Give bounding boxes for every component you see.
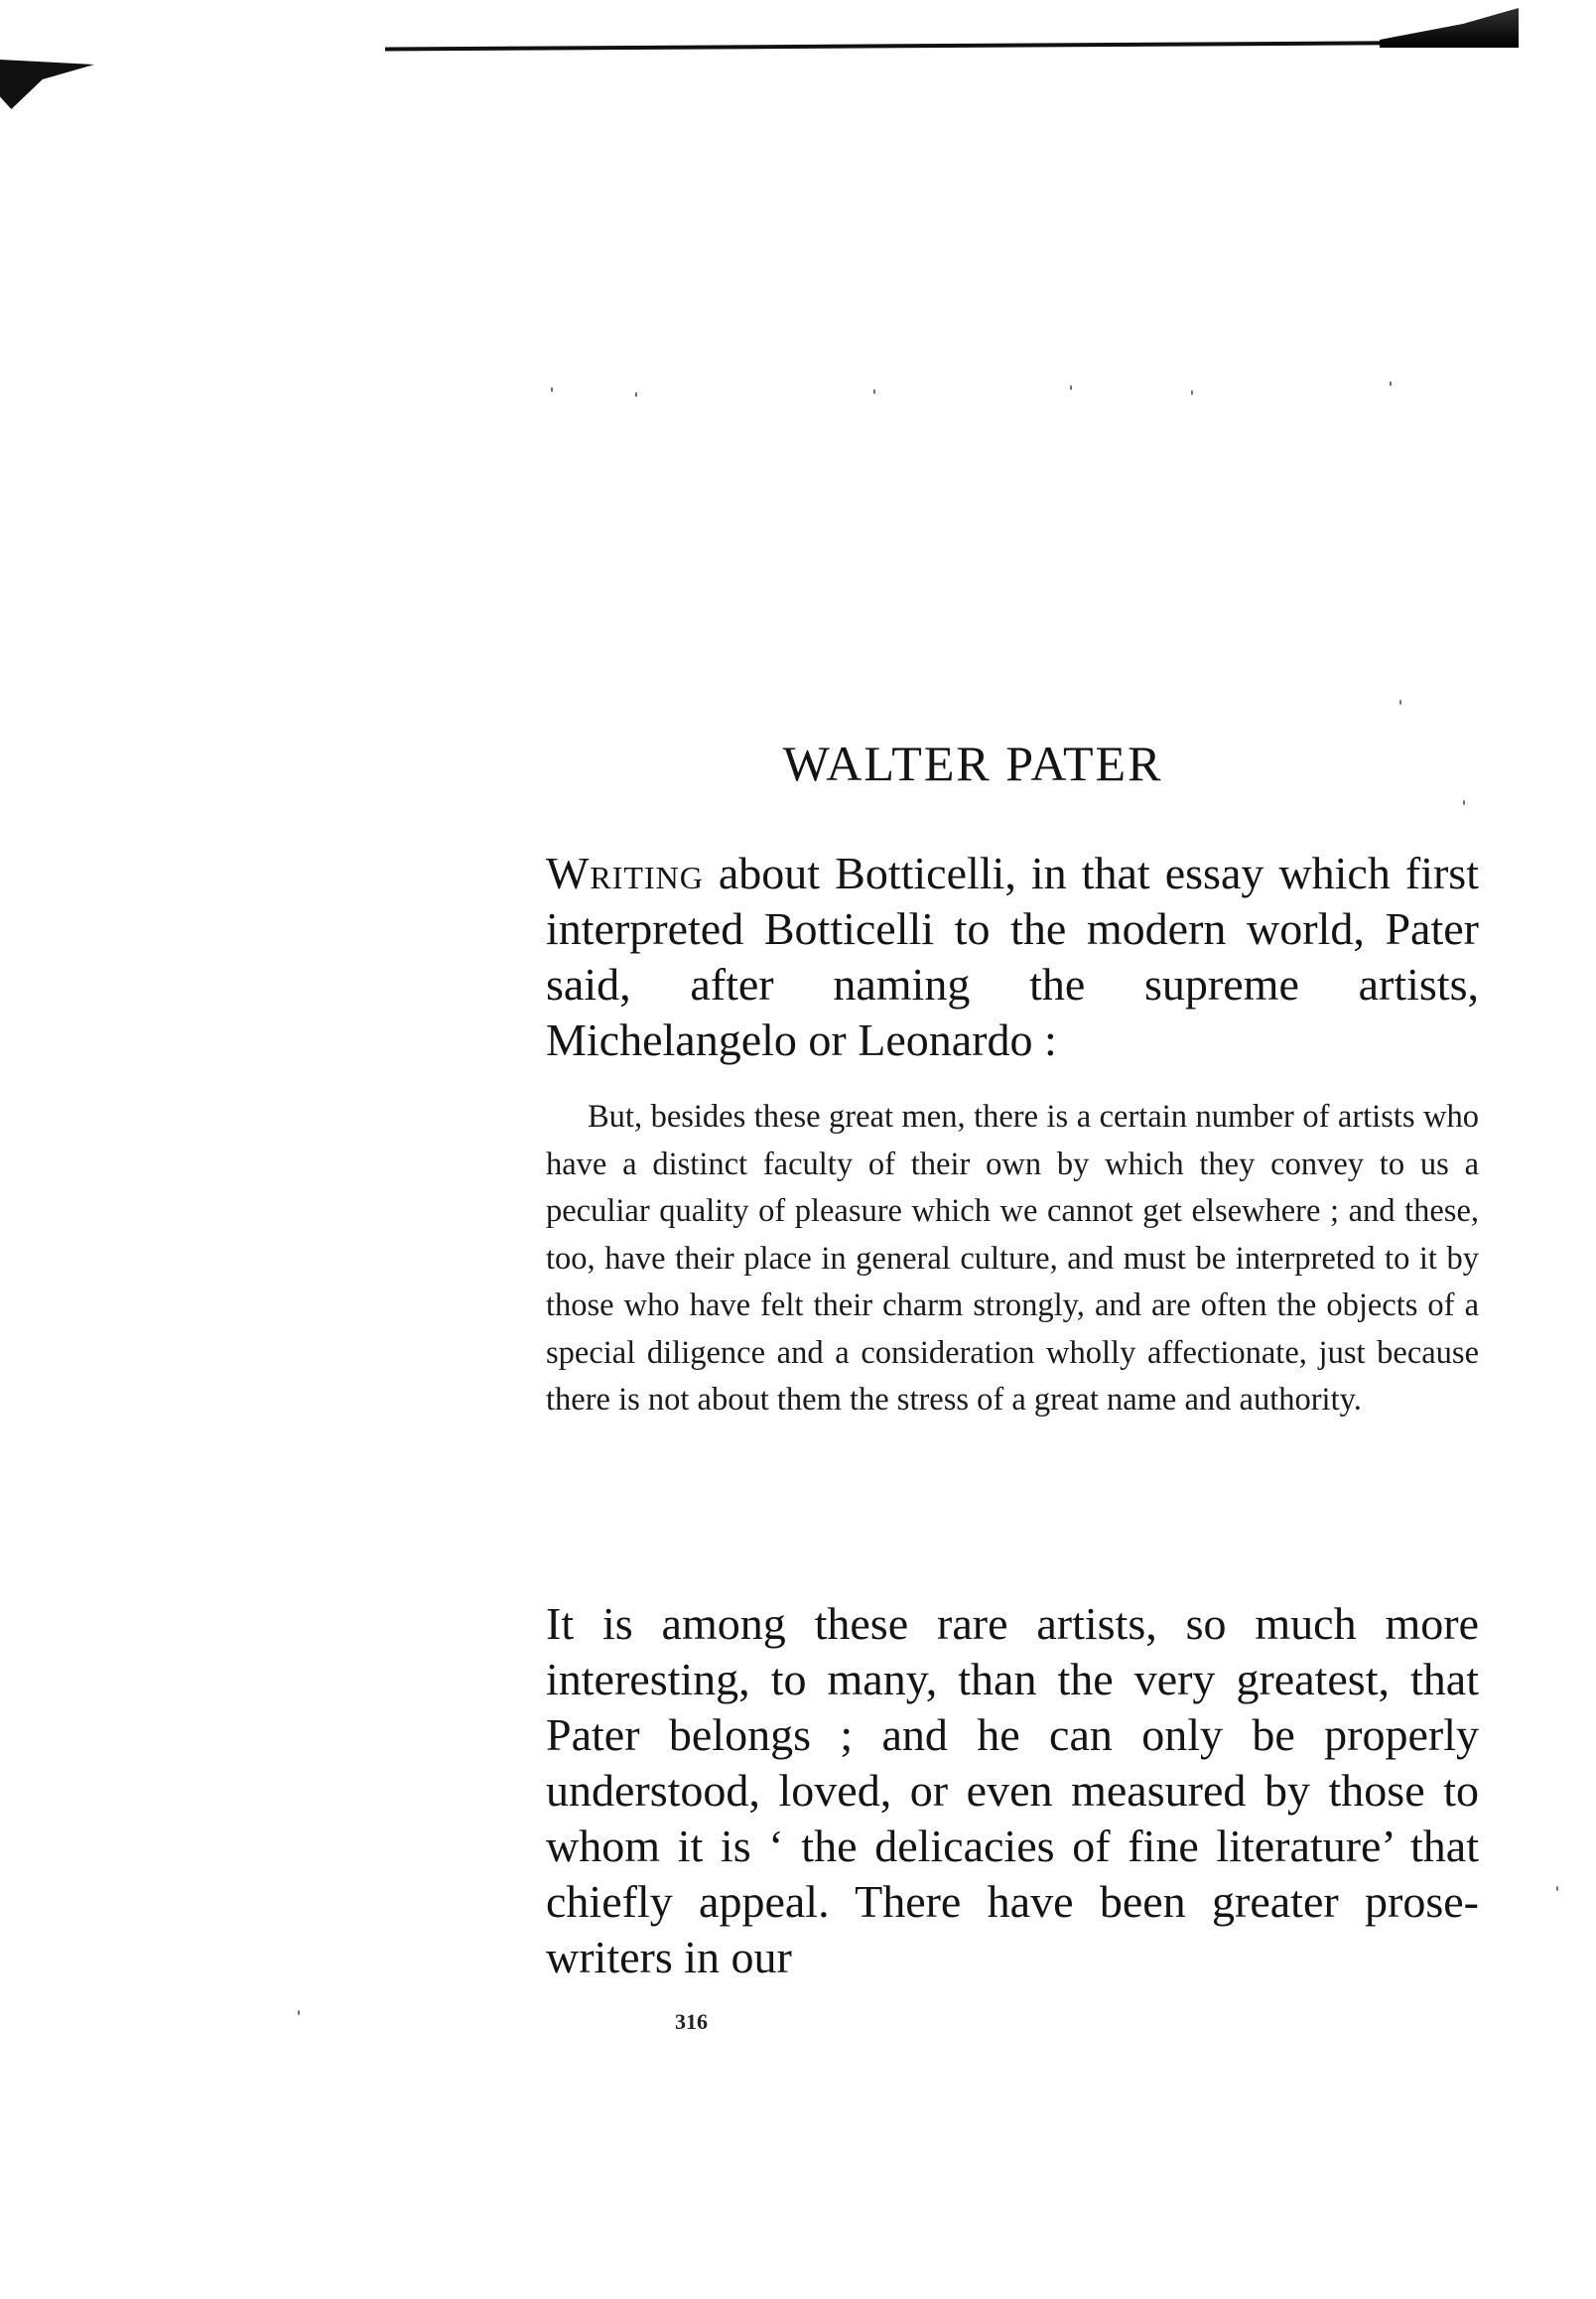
scan-speck <box>873 389 875 394</box>
body-paragraph: It is among these rare artists, so much more interesting, to many, than the very greatest, that Pater belongs ; and he can only be properly understood, loved, or even measured by those to whom it is ‘ the delicacies of fine literature’ that chiefly appeal. There have been greater prose-writers in our <box>546 1598 1479 1982</box>
paragraph-text: about Botticelli, in that essay which first interpreted Botticelli to the modern world, Pater said, after naming the supreme artists, Michelangelo or Leonardo : <box>546 848 1479 1065</box>
scan-speck <box>551 387 553 392</box>
scan-top-rule <box>385 41 1517 52</box>
scan-speck <box>1390 381 1392 386</box>
scan-speck <box>1070 385 1072 390</box>
block-quote: But, besides these great men, there is a certain number of artists who have a distinct faculty of their own by which they convey to us a peculiar quality of pleasure which we cannot get elsewhere ; and these, too, have their place in general culture, and must be interpreted to it by those who have felt their charm strongly, and are often the objects of a special diligence and a consideration wholly affectionate, just because there is not about them the stress of a great name and authority. <box>546 1099 1479 1418</box>
scan-speck <box>1463 800 1465 805</box>
scan-speck <box>298 2010 300 2015</box>
lead-word: Writing <box>546 848 704 898</box>
page-title: WALTER PATER <box>782 736 1163 791</box>
body-paragraph <box>546 846 1479 1068</box>
scan-corner-mark <box>0 60 94 109</box>
scan-speck <box>1191 390 1193 395</box>
page-number: 316 <box>675 2009 708 2034</box>
scan-speck <box>635 392 637 397</box>
scan-speck <box>1556 1886 1558 1891</box>
scan-speck <box>1399 700 1401 705</box>
scan-top-rule-edge <box>1380 8 1519 48</box>
